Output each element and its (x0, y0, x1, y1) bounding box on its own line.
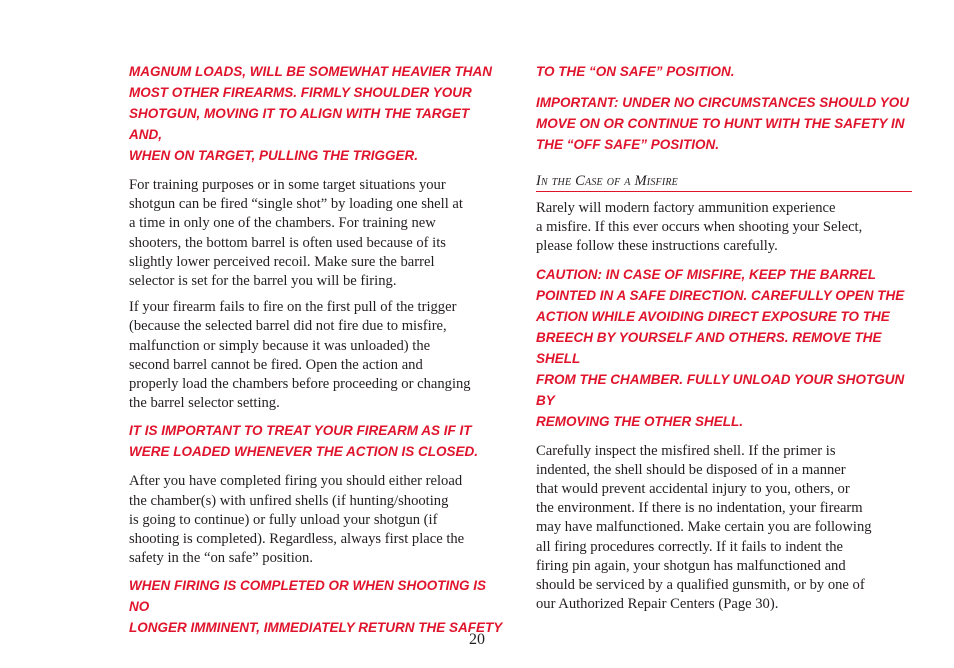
paragraph-misfire-intro: Rarely will modern factory ammunition experience a misfire. If this ever occurs when shooting your Select, please follow these instructions carefully. (536, 200, 863, 255)
paragraph-inspect-shell: Carefully inspect the misfired shell. If the primer is indented, the shell should be disposed of in a manner that would prevent accidental injury to you, others, or the environment. If there is no indentation, your firearm may have malfunctioned. Make certain you are following all firing procedures correctly. If it fails to indent the firing pin again, your shotgun has malfunctioned and should be serviced by a qualified gunsmith, or by one of our Authorized Repair Centers (Page 30). (536, 442, 872, 613)
warning-magnum-loads: MAGNUM LOADS, WILL BE SOMEWHAT HEAVIER THAN MOST OTHER FIREARMS. FIRMLY SHOULDER YOUR SHOTGUN, MOVING IT TO ALIGN WITH THE TARGET AND, WHEN ON TARGET, PULLING THE TRIGGER. (129, 64, 492, 163)
warning-treat-as-loaded: IT IS IMPORTANT TO TREAT YOUR FIREARM AS IF IT WERE LOADED WHENEVER THE ACTION IS CLOSED. (129, 423, 479, 460)
left-column (129, 61, 505, 648)
warning-return-safety: WHEN FIRING IS COMPLETED OR WHEN SHOOTING IS NO LONGER IMMINENT, IMMEDIATELY RETURN THE SAFETY (129, 578, 503, 636)
warning-caution-misfire: CAUTION: IN CASE OF MISFIRE, KEEP THE BARREL POINTED IN A SAFE DIRECTION. CAREFULLY OPEN THE ACTION WHILE AVOIDING DIRECT EXPOSURE TO THE BREECH BY YOURSELF AND OTHERS. REMOVE THE SHELL FROM THE CHAMBER. FULLY UNLOAD YOUR SHOTGUN BY REMOVING THE OTHER SHELL. (536, 266, 905, 429)
page-number: 20 (469, 631, 485, 648)
paragraph-single-shot: For training purposes or in some target situations your shotgun can be fired “single shot” by loading one shell at a time in only one of the chambers. For training new shooters, the bottom barrel is often used because of its slightly lower perceived recoil. Make sure the barrel selector is set for the barrel you will be firing. (129, 177, 463, 290)
warning-important-off-safe: IMPORTANT: UNDER NO CIRCUMSTANCES SHOULD YOU MOVE ON OR CONTINUE TO HUNT WITH THE SAFETY IN THE “OFF SAFE” POSITION. (536, 95, 910, 152)
paragraph-fail-to-fire: If your firearm fails to fire on the first pull of the trigger (because the selected barrel did not fire due to misfire, malfunction or simply because it was unloaded) the second barrel cannot be fired. Open the action and properly load the chambers before proceeding or changing the barrel selector setting. (129, 299, 471, 412)
warning-return-safety-continued: TO THE “ON SAFE” POSITION. (536, 64, 735, 79)
section-heading-misfire: In the Case of a Misfire (536, 173, 912, 192)
right-column (536, 61, 912, 621)
paragraph-after-firing: After you have completed firing you should either reload the chamber(s) with unfired shells (if hunting/shooting is going to continue) or fully unload your shotgun (if shooting is completed). Regardless, always first place the safety in the “on safe” position. (129, 473, 465, 567)
